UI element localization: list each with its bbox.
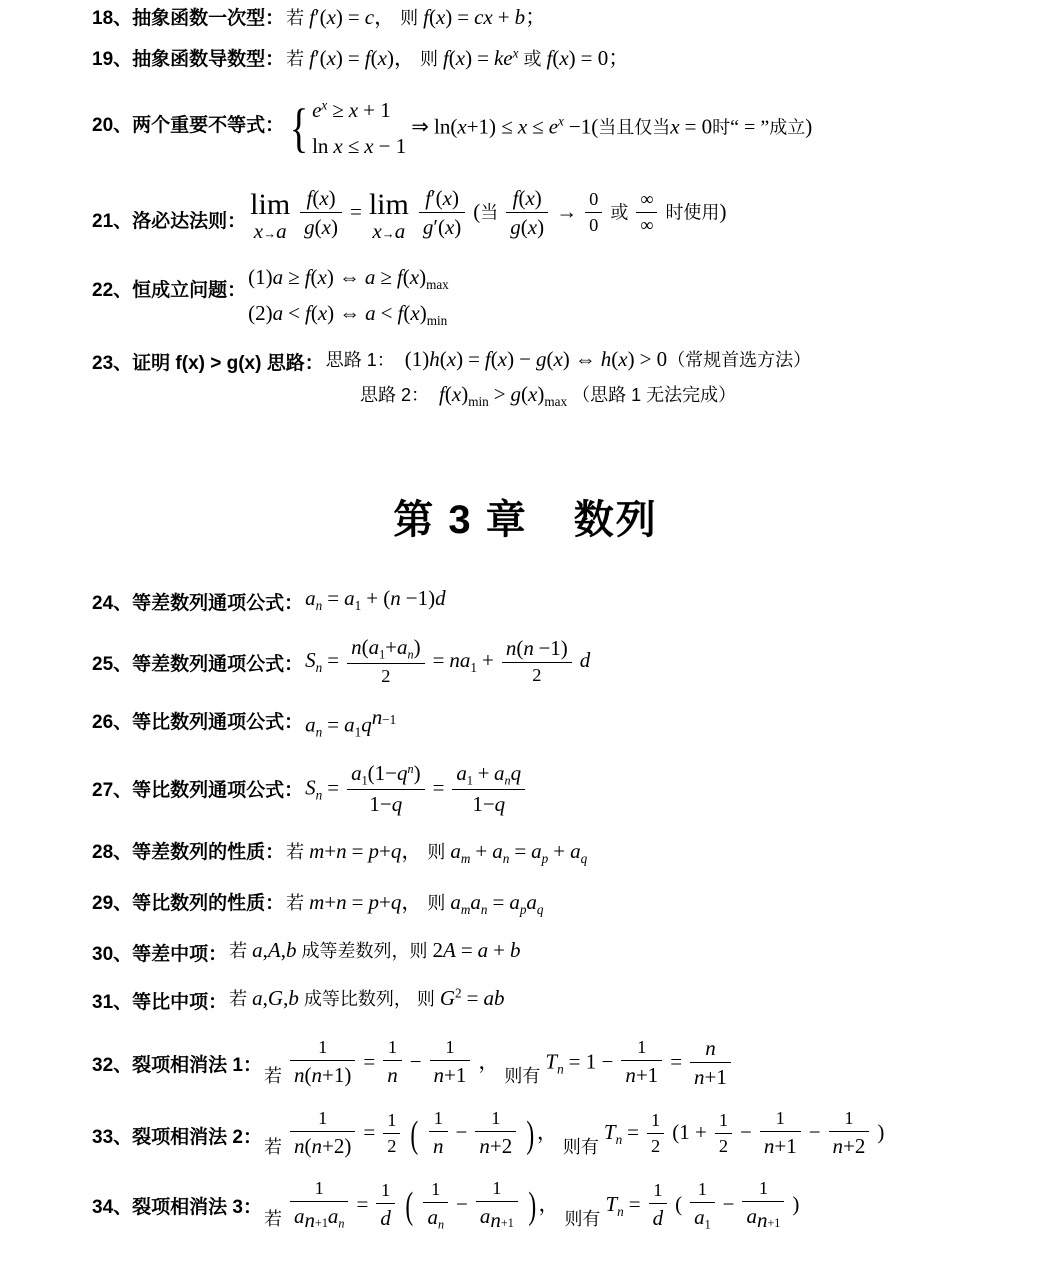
formula-item-32 [0,1036,1051,1091]
item-content: $a_n = a_1 + (n -1)d$ [305,585,446,613]
item-label: 裂项相消法 2： [132,1127,262,1149]
item-number: 29、 [92,892,133,914]
formula-item-33 [0,1108,1051,1159]
item-content: $S_n$ = $\frac{a_1(1-q^n)}{1-q}$ = $\frac{a_1 + a_nq}{1-q}$ [303,761,528,818]
item-label: 抽象函数导数型： [132,49,285,70]
chapter-number: 第 3 章 [393,497,528,542]
item-content: 若 a,A,b 成等差数列，则 2A = a + b [229,937,521,962]
item-label: 裂项相消法 1： [132,1054,262,1076]
item-content: 若 f′(x) = c， 则 f(x) = cx + b； [286,5,547,29]
item-number: 31、 [92,991,133,1013]
item-number: 20、 [92,115,133,136]
item-number: 23、 [92,352,133,374]
formula-item-18 [0,0,1051,31]
formula-item-23 [0,345,1051,375]
item-label: 两个重要不等式： [132,115,285,136]
item-label: 等差中项： [132,943,228,965]
formula-item-27 [0,761,1051,818]
formula-item-31 [0,984,1051,1014]
item-content: (1)a ≥ f(x) ⇔ $a \ge f(x)_{max}$ (2)a < f(x) ⇔ $a < f(x)_{min}$ [248,264,449,329]
item-number: 30、 [92,943,133,965]
item-number: 19、 [92,49,133,70]
item-content: 若 $\frac{1}{a_{n+1}a_n}$ = $\frac{1}{d}$ ( $\frac{1}{a_n}$ − $\frac{1}{a_{n+1}}$ ) ， 则有 $T_n$ = $\frac{1}{d}$ ( $\frac{1}{a_1}$ − $\frac{1}{a_{n+1}}$ ) [264,1177,800,1233]
item-content: 若 m+n = p+q， 则 $a_ma_n = a_pa_q$ [286,889,544,917]
item-content: 若 $\frac{1}{n(n+1)}$ = $\frac{1}{n}$ − $\frac{1}{n+1}$ ， 则有 $T_n = 1$ − $\frac{1}{n+1}$ = $\frac{n}{n+1}$ [262,1036,734,1091]
item-label: 证明 f(x) > g(x) 思路： [132,352,324,374]
item-number: 26、 [92,712,133,734]
item-number: 34、 [92,1196,133,1218]
formula-item-34 [0,1178,1051,1234]
formula-item-19 [0,41,1051,72]
item-label: 等差数列通项公式： [132,653,304,675]
item-content: 若 a,G,b 成等比数列， 则 $G^2$ = ab [229,985,505,1010]
item-content: $S_n$ = $\frac{n(a_1+a_n)}{2}$ = $na_1$ + $\frac{n(n -1)}{2}$ d [305,634,591,686]
formula-item-30 [0,936,1051,966]
item-content: 若 m+n = p+q， 则 $a_m + a_n = a_p + a_q$ [286,838,588,866]
item-label: 洛必达法则： [132,211,247,233]
chapter-heading [0,488,1051,545]
item-number: 24、 [92,592,133,614]
formula-item-20 [0,92,1051,164]
item-number: 32、 [92,1054,133,1076]
item-content: 若 f′(x) = f(x)， 则 $f(x) = ke^x$ 或 f(x) = 0； [286,45,630,70]
item-label: 裂项相消法 3： [132,1196,262,1218]
item-content: lim x→a $\frac{f(x)}{g(x)}$ = lim x→a $\frac{f'(x)}{g'(x)}$ (当 $\frac{f(x)}{g(x)}$ → $\frac{0}{0}$ 或 $\frac{\infty}{\infty}$ 时使用) [250,186,727,243]
item-label: 等比数列通项公式： [132,780,304,802]
item-content: { $e^x \ge x + 1$ ln x ≤ x − 1 ⇒ $\ln(x+1) \le x \le e^x -1$(当且仅当x = 0时“ = ”成立) [289,97,813,159]
item-label: 抽象函数一次型： [132,8,285,29]
formula-item-25 [0,635,1051,689]
item-number: 25、 [92,653,133,675]
formula-item-26 [0,704,1051,741]
item-label: 等差数列的性质： [132,841,285,863]
item-number: 18、 [92,8,133,29]
chapter-title: 数列 [573,497,658,542]
item-number: 28、 [92,841,133,863]
item-number: 33、 [92,1127,133,1149]
item-number: 22、 [92,279,133,301]
formula-item-28 [0,834,1051,867]
formula-item-22 [0,259,1051,333]
item-number: 27、 [92,780,133,802]
item-label: 等比数列的性质： [132,892,285,914]
item-label: 等比数列通项公式： [132,712,304,734]
item-content: 思路 1： (1)h(x) = f(x) − g(x) ⇔ h(x) > 0（常规首选方法） [325,346,812,371]
item-number: 21、 [92,211,133,233]
item-content: 若 $\frac{1}{n(n+2)}$ = $\frac{1}{2}$ ( $\frac{1}{n}$ − $\frac{1}{n+2}$ ) ， 则有 $T_n$ = $\frac{1}{2}$ (1 + $\frac{1}{2}$ − $\frac{1}{n+1}$ − $\frac{1}{n+2}$ ) [264,1108,885,1159]
item-content: $a_n = a_1q^{n-1}$ [305,705,397,741]
formula-item-29 [0,885,1051,918]
formula-item-21 [0,186,1051,241]
formula-item-24 [0,585,1051,615]
formula-item-23-line2: 思路 2： $f(x)_{min} > g(x)_{max}$ （思路 1 无法完成） [360,381,737,409]
item-label: 等比中项： [132,991,228,1013]
item-label: 等差数列通项公式： [132,592,304,614]
item-label: 恒成立问题： [132,279,247,301]
